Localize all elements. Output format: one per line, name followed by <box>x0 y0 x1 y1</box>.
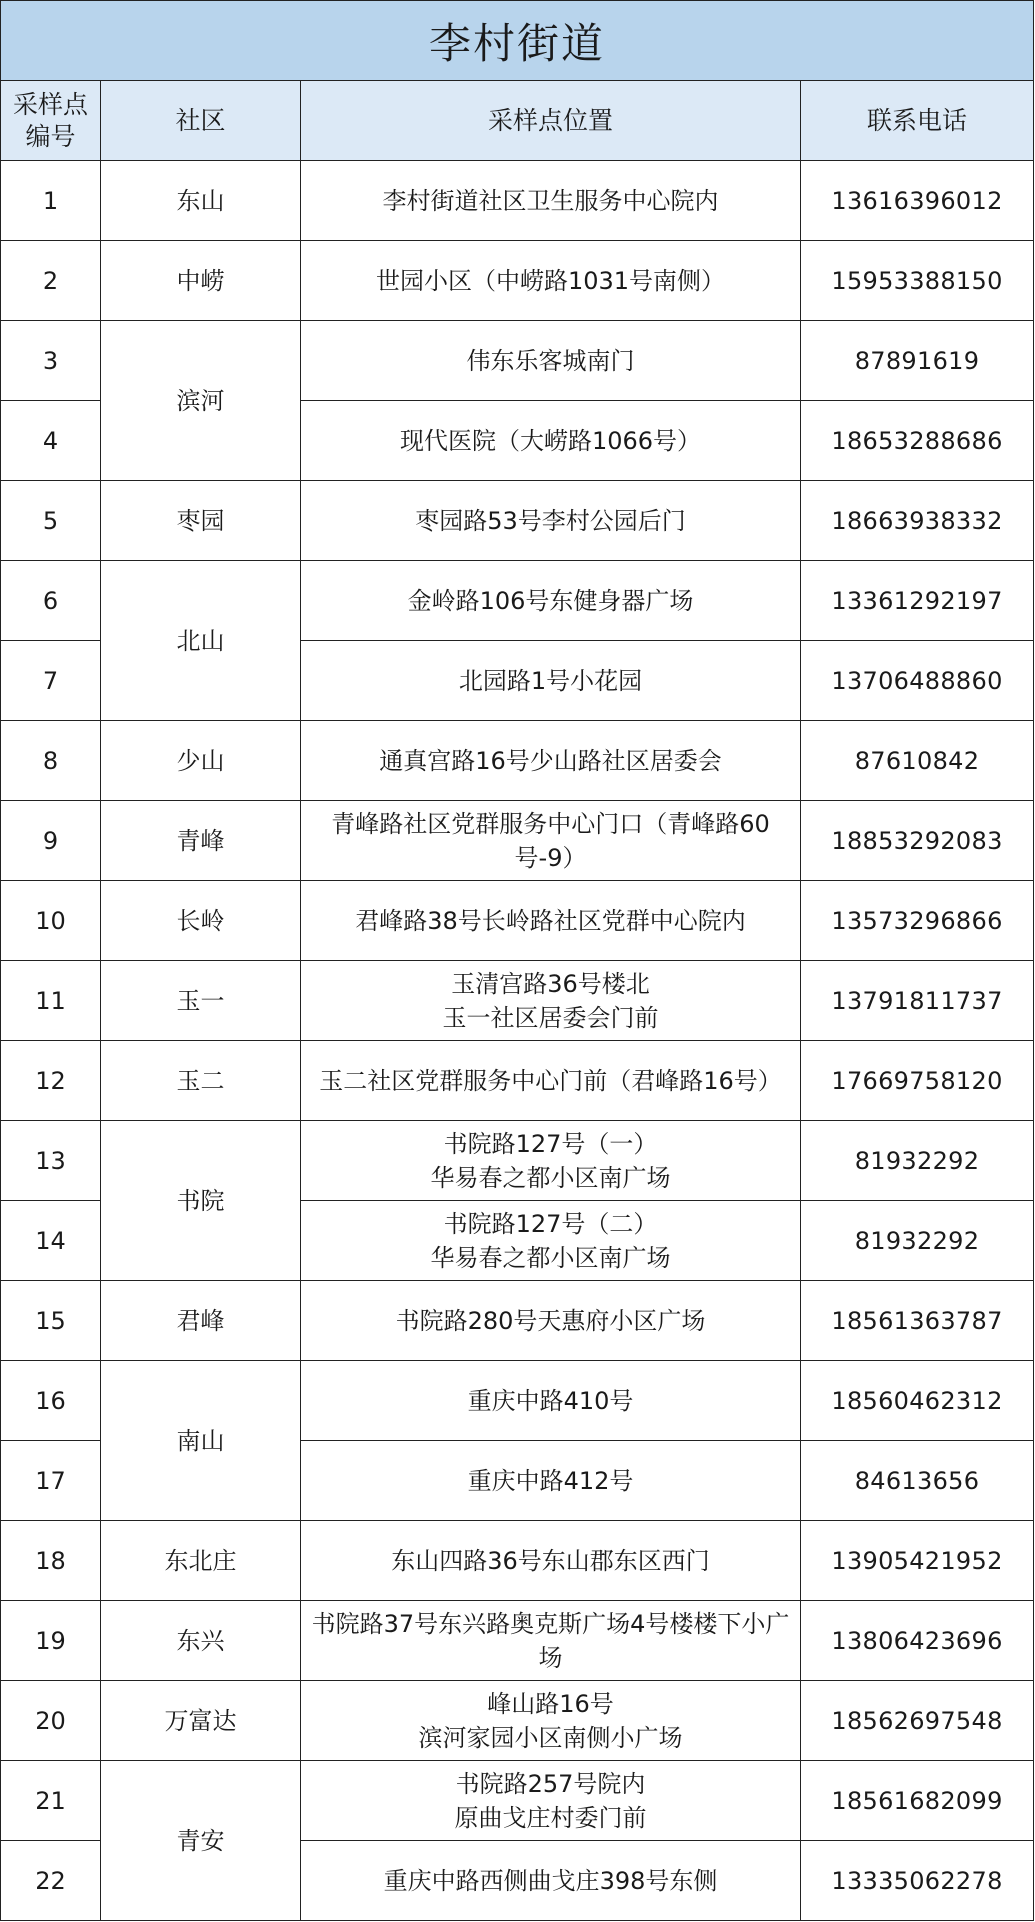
header-row <box>1 81 1034 161</box>
community-name: 北山 <box>101 561 301 721</box>
community-name: 滨河 <box>101 321 301 481</box>
contact-phone: 18560462312 <box>801 1361 1034 1441</box>
site-number: 8 <box>1 721 101 801</box>
table-row <box>1 1521 1034 1601</box>
site-number: 17 <box>1 1441 101 1521</box>
header-location: 采样点位置 <box>301 81 801 161</box>
site-location-line1: 玉清宫路36号楼北 <box>451 969 650 998</box>
site-number: 2 <box>1 241 101 321</box>
site-location: 青峰路社区党群服务中心门口（青峰路60号-9） <box>301 801 801 881</box>
table-row <box>1 881 1034 961</box>
site-number: 6 <box>1 561 101 641</box>
site-number: 14 <box>1 1201 101 1281</box>
site-location-line2: 玉一社区居委会门前 <box>442 1003 659 1032</box>
site-location: 书院路37号东兴路奥克斯广场4号楼楼下小广场 <box>301 1601 801 1681</box>
table-row <box>1 321 1034 401</box>
site-location: 重庆中路412号 <box>301 1441 801 1521</box>
site-location-line1: 书院路127号（二） <box>443 1209 658 1238</box>
site-location: 东山四路36号东山郡东区西门 <box>301 1521 801 1601</box>
table-row <box>1 721 1034 801</box>
table-row <box>1 1681 1034 1761</box>
site-number: 1 <box>1 161 101 241</box>
community-name: 长岭 <box>101 881 301 961</box>
contact-phone: 17669758120 <box>801 1041 1034 1121</box>
site-location-line1: 书院路127号（一） <box>443 1129 658 1158</box>
header-site-number-line2: 编号 <box>25 121 76 151</box>
site-location <box>301 961 801 1041</box>
table-row <box>1 161 1034 241</box>
community-name: 东山 <box>101 161 301 241</box>
contact-phone: 13706488860 <box>801 641 1034 721</box>
table-row <box>1 961 1034 1041</box>
site-location <box>301 1201 801 1281</box>
table-title <box>1 1 1034 81</box>
site-location: 现代医院（大崂路1066号） <box>301 401 801 481</box>
contact-phone: 81932292 <box>801 1201 1034 1281</box>
site-number: 9 <box>1 801 101 881</box>
site-number: 10 <box>1 881 101 961</box>
table-row <box>1 1601 1034 1681</box>
table-title-text: 李村街道 <box>429 18 606 68</box>
site-location-line1: 峰山路16号 <box>487 1689 614 1718</box>
community-name: 东兴 <box>101 1601 301 1681</box>
site-number: 11 <box>1 961 101 1041</box>
contact-phone: 87891619 <box>801 321 1034 401</box>
contact-phone: 18663938332 <box>801 481 1034 561</box>
title-row <box>1 1 1034 81</box>
community-name: 少山 <box>101 721 301 801</box>
site-location: 李村街道社区卫生服务中心院内 <box>301 161 801 241</box>
site-number: 19 <box>1 1601 101 1681</box>
table-row <box>1 481 1034 561</box>
header-phone: 联系电话 <box>801 81 1034 161</box>
site-number: 18 <box>1 1521 101 1601</box>
contact-phone: 18653288686 <box>801 401 1034 481</box>
contact-phone: 13361292197 <box>801 561 1034 641</box>
contact-phone: 13573296866 <box>801 881 1034 961</box>
site-location-line2: 滨河家园小区南侧小广场 <box>418 1723 683 1752</box>
community-name: 南山 <box>101 1361 301 1521</box>
site-number: 22 <box>1 1841 101 1921</box>
site-location: 通真宫路16号少山路社区居委会 <box>301 721 801 801</box>
contact-phone: 13905421952 <box>801 1521 1034 1601</box>
contact-phone: 18561682099 <box>801 1761 1034 1841</box>
site-number: 12 <box>1 1041 101 1121</box>
site-location-line2: 华易春之都小区南广场 <box>430 1163 671 1192</box>
header-site-number <box>1 81 101 161</box>
contact-phone: 87610842 <box>801 721 1034 801</box>
site-number: 15 <box>1 1281 101 1361</box>
table-row <box>1 1361 1034 1441</box>
community-name: 君峰 <box>101 1281 301 1361</box>
site-location-line1: 书院路257号院内 <box>455 1769 646 1798</box>
table-row <box>1 1041 1034 1121</box>
site-number: 13 <box>1 1121 101 1201</box>
contact-phone: 18561363787 <box>801 1281 1034 1361</box>
site-number: 5 <box>1 481 101 561</box>
contact-phone: 13791811737 <box>801 961 1034 1041</box>
site-location: 伟东乐客城南门 <box>301 321 801 401</box>
site-location: 枣园路53号李村公园后门 <box>301 481 801 561</box>
community-name: 书院 <box>101 1121 301 1281</box>
contact-phone: 13806423696 <box>801 1601 1034 1681</box>
contact-phone: 15953388150 <box>801 241 1034 321</box>
site-location <box>301 1121 801 1201</box>
community-name: 玉一 <box>101 961 301 1041</box>
site-location <box>301 1681 801 1761</box>
site-location: 书院路280号天惠府小区广场 <box>301 1281 801 1361</box>
contact-phone: 18562697548 <box>801 1681 1034 1761</box>
site-number: 4 <box>1 401 101 481</box>
table-row <box>1 241 1034 321</box>
header-site-number-line1: 采样点 <box>12 89 88 119</box>
site-location: 金岭路106号东健身器广场 <box>301 561 801 641</box>
contact-phone: 18853292083 <box>801 801 1034 881</box>
site-location <box>301 1761 801 1841</box>
contact-phone: 84613656 <box>801 1441 1034 1521</box>
community-name: 青安 <box>101 1761 301 1921</box>
header-community: 社区 <box>101 81 301 161</box>
community-name: 万富达 <box>101 1681 301 1761</box>
site-location-line2: 原曲戈庄村委门前 <box>454 1803 647 1832</box>
site-location: 君峰路38号长岭路社区党群中心院内 <box>301 881 801 961</box>
table-row <box>1 1281 1034 1361</box>
community-name: 东北庄 <box>101 1521 301 1601</box>
site-number: 20 <box>1 1681 101 1761</box>
community-name: 中崂 <box>101 241 301 321</box>
site-location: 世园小区（中崂路1031号南侧） <box>301 241 801 321</box>
site-number: 7 <box>1 641 101 721</box>
contact-phone: 13335062278 <box>801 1841 1034 1921</box>
contact-phone: 13616396012 <box>801 161 1034 241</box>
table-row <box>1 801 1034 881</box>
site-location: 北园路1号小花园 <box>301 641 801 721</box>
site-number: 16 <box>1 1361 101 1441</box>
contact-phone: 81932292 <box>801 1121 1034 1201</box>
community-name: 枣园 <box>101 481 301 561</box>
table-row <box>1 1121 1034 1201</box>
community-name: 玉二 <box>101 1041 301 1121</box>
table-row <box>1 1761 1034 1841</box>
site-location: 重庆中路西侧曲戈庄398号东侧 <box>301 1841 801 1921</box>
site-location: 玉二社区党群服务中心门前（君峰路16号） <box>301 1041 801 1121</box>
community-name: 青峰 <box>101 801 301 881</box>
site-number: 3 <box>1 321 101 401</box>
site-number: 21 <box>1 1761 101 1841</box>
site-location-line2: 华易春之都小区南广场 <box>430 1243 671 1272</box>
site-location: 重庆中路410号 <box>301 1361 801 1441</box>
table-row <box>1 561 1034 641</box>
